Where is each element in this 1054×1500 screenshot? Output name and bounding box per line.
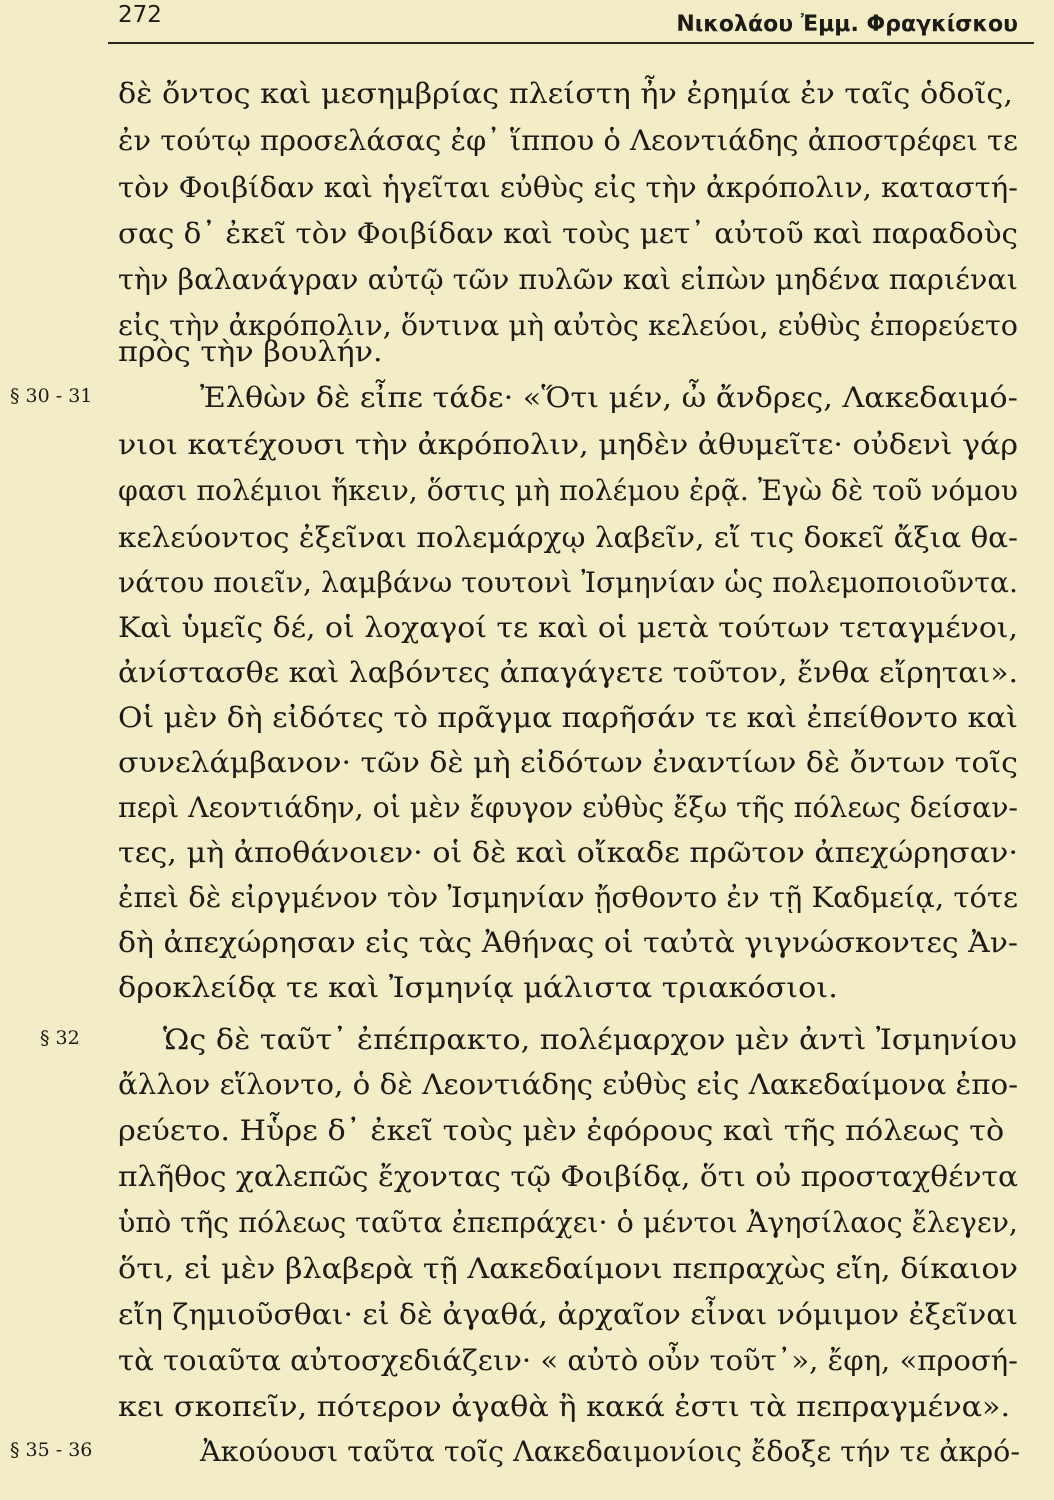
section-marker: § 35 - 36 [10, 1439, 93, 1461]
running-head: Νικολάου Ἐμμ. Φραγκίσκου [676, 12, 1018, 37]
text-line: κει σκοπεῖν, πότερον ἀγαθὰ ἢ κακά ἐστι τὰ πεπραγμένα». [118, 1390, 1011, 1423]
text-line: σας δ᾽ ἐκεῖ τὸν Φοιβίδαν καὶ τοὺς μετ᾽ αὐτοῦ καὶ παραδοὺς [118, 217, 1019, 250]
section-marker: § 30 - 31 [10, 385, 93, 407]
text-line: κελεύοντος ἐξεῖναι πολεμάρχῳ λαβεῖν, εἴ τις δοκεῖ ἄξια θα- [118, 521, 1018, 554]
section-marker: § 32 [40, 1027, 80, 1049]
text-line: περὶ Λεοντιάδην, οἱ μὲν ἔφυγον εὐθὺς ἔξω τῆς πόλεως δείσαν- [118, 791, 1018, 824]
text-line: ἐπεὶ δὲ εἰργμένον τὸν Ἰσμηνίαν ᾔσθοντο ἐν τῇ Καδμείᾳ, τότε [118, 881, 1018, 914]
text-line: τὴν βαλανάγραν αὐτῷ τῶν πυλῶν καὶ εἰπὼν μηδένα παριέναι [118, 263, 1018, 296]
page-number: 272 [118, 2, 162, 28]
text-line: τὰ τοιαῦτα αὐτοσχεδιάζειν· « αὐτὸ οὖν τοῦτ᾽», ἔφη, «προσή- [118, 1344, 1019, 1377]
text-line: δὲ ὄντος καὶ μεσημβρίας πλείστη ἦν ἐρημία ἐν ταῖς ὁδοῖς, [118, 77, 1013, 110]
text-line: εἴη ζημιοῦσθαι· εἰ δὲ ἀγαθά, ἀρχαῖον εἶναι νόμιμον ἐξεῖναι [118, 1298, 1018, 1331]
text-line: πρὸς τὴν βουλήν. [118, 335, 383, 368]
text-line: πλῆθος χαλεπῶς ἔχοντας τῷ Φοιβίδᾳ, ὅτι οὐ προσταχθέντα [118, 1160, 1019, 1193]
text-line: δὴ ἀπεχώρησαν εἰς τὰς Ἀθήνας οἱ ταὐτὰ γιγνώσκοντες Ἀν- [118, 926, 1019, 959]
text-line: ἄλλον εἵλοντο, ὁ δὲ Λεοντιάδης εὐθὺς εἰς Λακεδαίμονα ἐπο- [118, 1068, 1019, 1101]
text-line: νάτου ποιεῖν, λαμβάνω τουτονὶ Ἰσμηνίαν ὡς πολεμοποιοῦντα. [118, 566, 1018, 599]
text-line: Ἀκούουσι ταῦτα τοῖς Λακεδαιμονίοις ἔδοξε τήν τε ἀκρό- [200, 1435, 1021, 1468]
text-line: ὑπὸ τῆς πόλεως ταῦτα ἐπεπράχει· ὁ μέντοι Ἀγησίλαος ἔλεγεν, [118, 1206, 1018, 1239]
text-line: συνελάμβανον· τῶν δὲ μὴ εἰδότων ἐναντίων δὲ ὄντων τοῖς [118, 746, 1018, 779]
text-line: νιοι κατέχουσι τὴν ἀκρόπολιν, μηδὲν ἀθυμεῖτε· οὐδενὶ γάρ [118, 428, 1018, 461]
text-line: ρεύετο. Ηὗρε δ᾽ ἐκεῖ τοὺς μὲν ἐφόρους καὶ τῆς πόλεως τὸ [118, 1114, 1005, 1147]
text-line: Ἐλθὼν δὲ εἶπε τάδε· «Ὅτι μέν, ὦ ἄνδρες, Λακεδαιμό- [200, 381, 1018, 414]
text-line: εἰς τὴν ἀκρόπολιν, ὅντινα μὴ αὐτὸς κελεύοι, εὐθὺς ἐπορεύετο [118, 309, 1019, 342]
text-line: ὅτι, εἰ μὲν βλαβερὰ τῇ Λακεδαίμονι πεπραχὼς εἴη, δίκαιον [118, 1252, 1018, 1285]
header-rule [108, 42, 1034, 44]
text-line: φασι πολέμιοι ἥκειν, ὅστις μὴ πολέμου ἐρᾷ. Ἐγὼ δὲ τοῦ νόμου [118, 474, 1018, 507]
text-line: δροκλείδᾳ τε καὶ Ἰσμηνίᾳ μάλιστα τριακόσιοι. [118, 971, 838, 1004]
text-line: τες, μὴ ἀποθάνοιεν· οἱ δὲ καὶ οἴκαδε πρῶτον ἀπεχώρησαν· [118, 836, 1019, 869]
text-line: Οἱ μὲν δὴ εἰδότες τὸ πρᾶγμα παρῆσάν τε καὶ ἐπείθοντο καὶ [118, 701, 1019, 734]
page-header [88, 0, 1018, 36]
text-line: Ὡς δὲ ταῦτ᾽ ἐπέπρακτο, πολέμαρχον μὲν ἀντὶ Ἰσμηνίου [163, 1023, 1017, 1056]
text-line: Καὶ ὑμεῖς δέ, οἱ λοχαγοί τε καὶ οἱ μετὰ τούτων τεταγμένοι, [118, 611, 1018, 644]
text-line: τὸν Φοιβίδαν καὶ ἡγεῖται εὐθὺς εἰς τὴν ἀκρόπολιν, καταστή- [118, 171, 1018, 204]
text-line: ἀνίστασθε καὶ λαβόντες ἀπαγάγετε τοῦτον, ἔνθα εἴρηται». [118, 656, 1018, 689]
text-line: ἐν τούτῳ προσελάσας ἐφ᾽ ἵππου ὁ Λεοντιάδης ἀποστρέφει τε [118, 124, 1018, 157]
